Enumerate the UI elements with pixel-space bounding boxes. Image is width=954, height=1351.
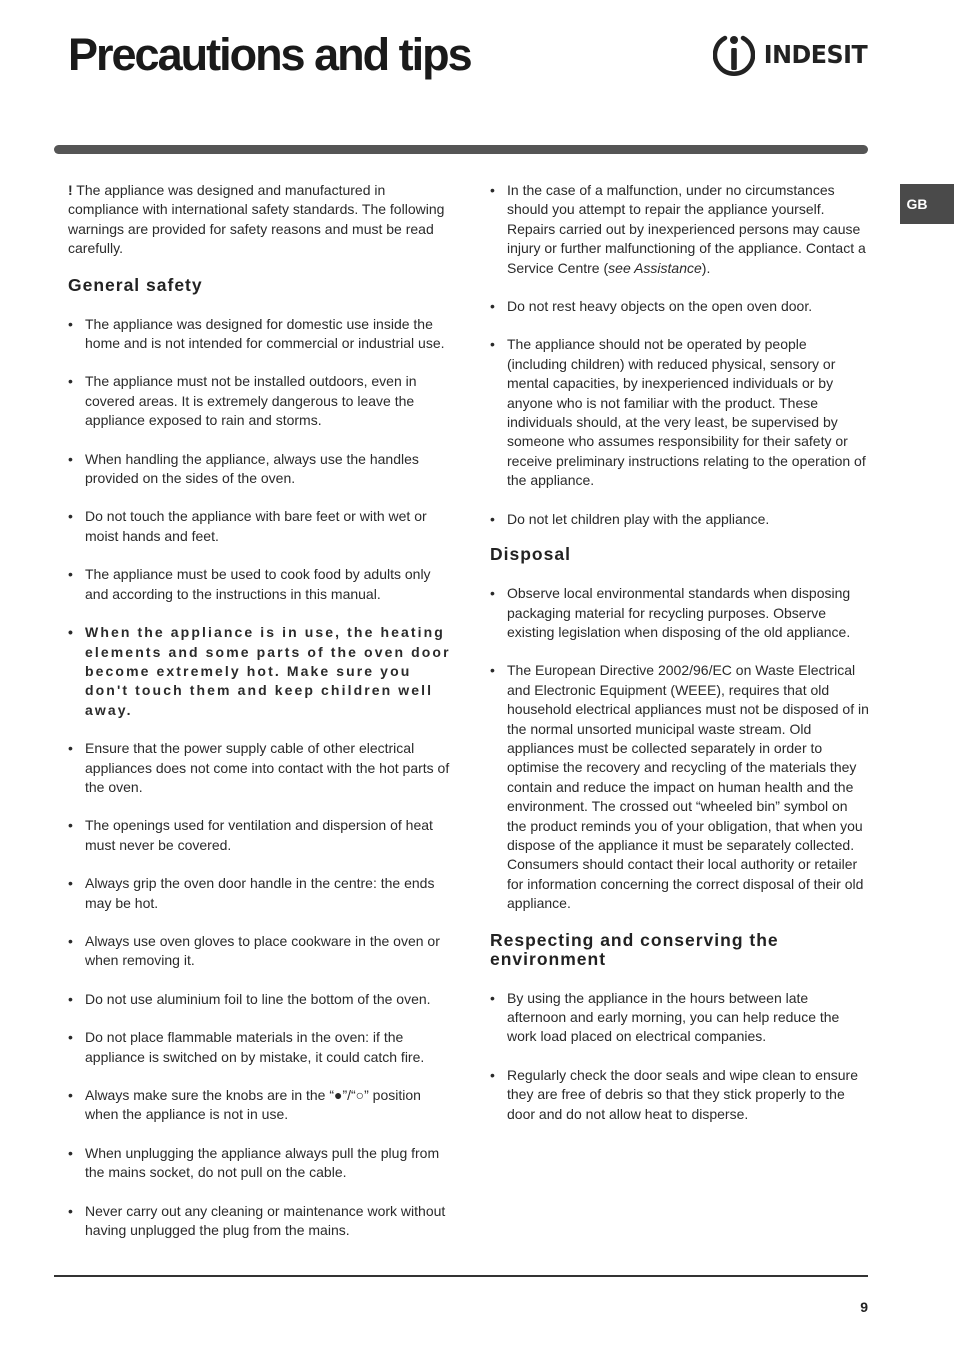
footer-rule: [54, 1275, 868, 1277]
right-column: [490, 181, 870, 1124]
page-number: 9: [860, 1299, 868, 1315]
page-title: Precautions and tips: [68, 29, 471, 80]
section-heading-disposal: Disposal: [490, 544, 571, 565]
left-column: [68, 181, 453, 1240]
list-item: • Observe local environmental standards when disposing packaging material for recycling purposes. Observe existing legislation when disposing of the old appliance.: [490, 585, 851, 640]
list-item: • Always use oven gloves to place cookware in the oven or when removing it.: [68, 932, 440, 969]
list-item: • By using the appliance in the hours between late afternoon and early morning, you can help reduce the work load placed on electrical companies.: [490, 989, 840, 1045]
section-heading-environment: Respecting and conserving the environment: [490, 929, 779, 969]
list-item: • Do not let children play with the appliance.: [490, 510, 770, 527]
list-item: • In the case of a malfunction, under no circumstances should you attempt to repair the appliance yourself. Repairs carried out by inexperienced persons may cause injury or further malfunctioning of the appliance. Contact a Service Centre (see Assistance).: [490, 182, 866, 276]
general-safety-list-continued: [490, 181, 870, 529]
intro-text: The appliance was designed and manufactured in compliance with international safety standards. The following warnings are provided for safety reasons and must be read carefully.: [68, 182, 445, 257]
list-item: • The appliance was designed for domestic use inside the home and is not intended for commercial or industrial use.: [68, 315, 445, 352]
list-item: • The appliance should not be operated by people (including children) with reduced physical, sensory or mental capacities, by inexperienced individuals or by anyone who is not familiar with the product. These individuals should, at the very least, be supervised by someone who assumes responsibility for their safety or receive preliminary instructions relating to the operation of the appliance.: [490, 336, 866, 489]
list-item-warning: • When the appliance is in use, the heating elements and some parts of the oven door become extremely hot. Make sure you don't touch them and keep children well away.: [68, 624, 451, 718]
general-safety-list: [68, 315, 453, 1241]
list-item: • Always grip the oven door handle in the centre: the ends may be hot.: [68, 875, 435, 911]
list-item: • The openings used for ventilation and dispersion of heat must never be covered.: [68, 817, 433, 853]
section-heading-general-safety: General safety: [68, 274, 203, 295]
assistance-reference: see Assistance: [608, 259, 702, 276]
list-item: • The European Directive 2002/96/EC on Waste Electrical and Electronic Equipment (WEEE), requires that old household electrical appliances must not be disposed of in the normal unsorted municipal waste stream. Old appliances must be collected separately in order to optimise the recovery and recycling of the materials they contain and reduce the impact on human health and the environment. The crossed out “wheeled bin” symbol on the product reminds you of your obligation, that when you dispose of the appliance it must be separately collected. Consumers should contact their local authority or retailer for information concerning the correct disposal of their old appliance.: [490, 662, 869, 912]
warning-mark: !: [68, 182, 73, 198]
header-rule: [54, 145, 868, 154]
list-item: • The appliance must be used to cook food by adults only and according to the instructions in this manual.: [68, 566, 431, 602]
list-item: • Do not use aluminium foil to line the bottom of the oven.: [68, 990, 431, 1007]
indesit-mark-icon: [713, 31, 755, 77]
list-item: • Do not touch the appliance with bare feet or with wet or moist hands and feet.: [68, 508, 427, 544]
language-tab: GB: [900, 184, 954, 224]
list-item: • The appliance must not be installed outdoors, even in covered areas. It is extremely dangerous to leave the appliance exposed to rain and storms.: [68, 373, 417, 429]
list-item: • Do not rest heavy objects on the open oven door.: [490, 298, 813, 315]
environment-list: [490, 989, 870, 1124]
list-item: • When handling the appliance, always use the handles provided on the sides of the oven.: [68, 450, 419, 487]
brand-logo: [713, 30, 873, 78]
list-item: • Always make sure the knobs are in the “●”/“○” position when the appliance is not in use.: [68, 1087, 421, 1123]
list-item: • Regularly check the door seals and wipe clean to ensure they are free of debris so that they stick properly to the door and do not allow heat to disperse.: [490, 1066, 858, 1122]
list-item: • Do not place flammable materials in the oven: if the appliance is switched on by mistake, it could catch fire.: [68, 1029, 425, 1065]
brand-name: INDESIT: [763, 39, 868, 69]
intro-paragraph: [68, 181, 453, 259]
list-item: • Ensure that the power supply cable of other electrical appliances does not come into contact with the hot parts of the oven.: [68, 740, 450, 795]
list-item: • Never carry out any cleaning or maintenance work without having unplugged the plug from the mains.: [68, 1202, 446, 1239]
disposal-list: [490, 584, 870, 914]
list-item: • When unplugging the appliance always pull the plug from the mains socket, do not pull on the cable.: [68, 1144, 440, 1181]
